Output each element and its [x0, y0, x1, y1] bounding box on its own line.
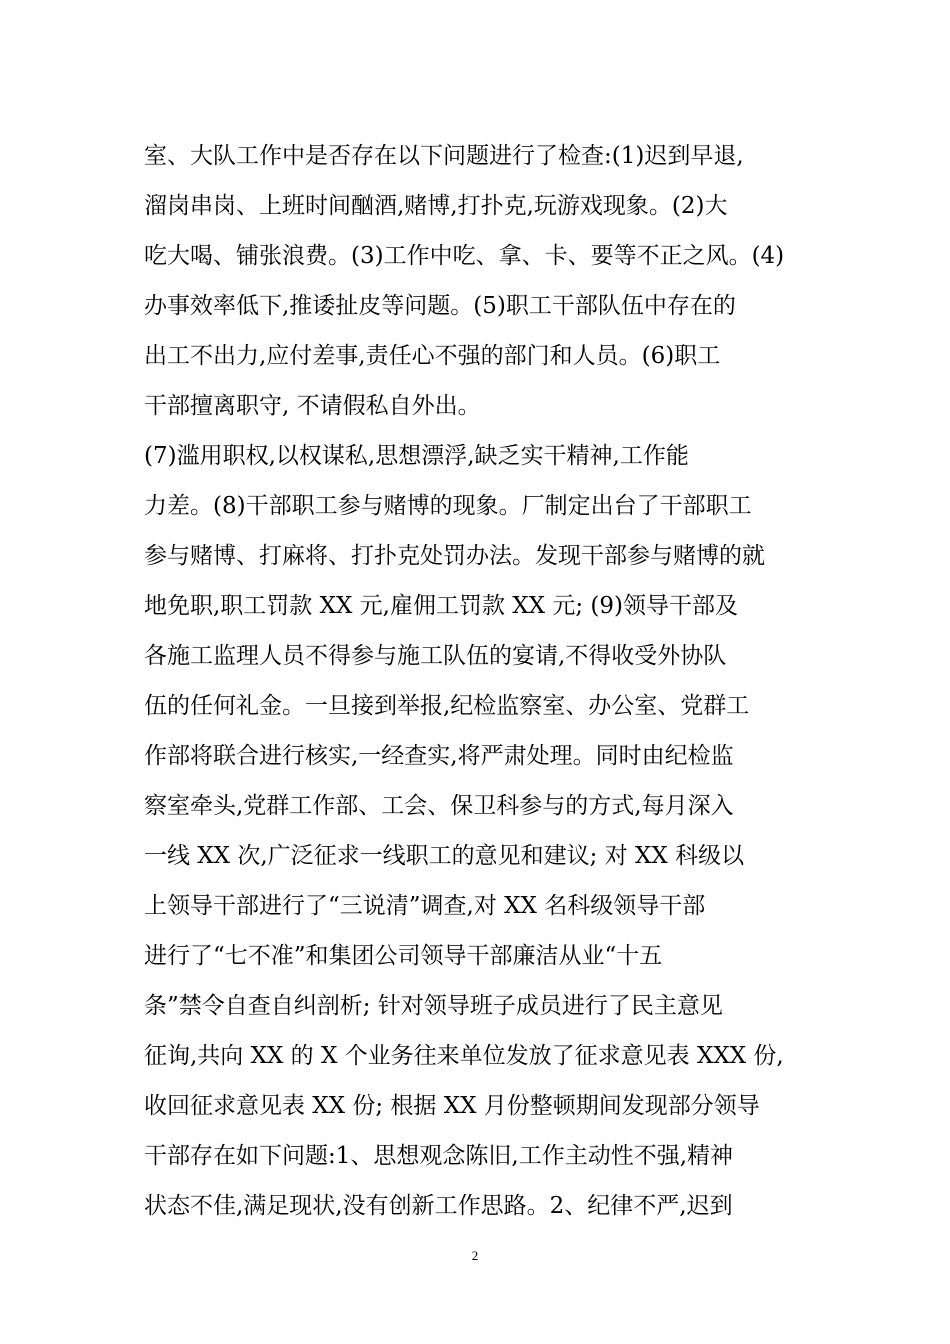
text-line-9: 参与赌博、打麻将、打扑克处罚办法。发现干部参与赌博的就 [144, 543, 765, 569]
paragraph-block-2 [144, 431, 814, 1231]
text-line-3: 吃大喝、铺张浪费。(3)工作中吃、拿、卡、要等不正之风。(4) [144, 243, 785, 269]
text-line-17: 进行了“七不准”和集团公司领导干部廉洁从业“十五 [144, 943, 663, 969]
paragraph-block-1 [144, 131, 814, 431]
text-line-2: 溜岗串岗、上班时间酗酒,赌博,打扑克,玩游戏现象。(2)大 [144, 193, 728, 219]
text-line-14: 察室牵头,党群工作部、工会、保卫科参与的方式,每月深入 [144, 793, 734, 819]
text-line-19: 征询,共向 XX 的 X 个业务往来单位发放了征求意见表 XXX 份, [144, 1043, 784, 1069]
text-line-20: 收回征求意见表 XX 份; 根据 XX 月份整顿期间发现部分领导 [144, 1093, 760, 1119]
text-line-22: 状态不佳,满足现状,没有创新工作思路。2、纪律不严,迟到 [144, 1193, 733, 1219]
text-line-4: 办事效率低下,推诿扯皮等问题。(5)职工干部队伍中存在的 [144, 293, 736, 319]
text-line-5: 出工不出力,应付差事,责任心不强的部门和人员。(6)职工 [144, 343, 721, 369]
text-line-8: 力差。(8)干部职工参与赌博的现象。厂制定出台了干部职工 [144, 493, 752, 519]
page-number: 2 [471, 1248, 479, 1263]
text-line-10: 地免职,职工罚款 XX 元,雇佣工罚款 XX 元; (9)领导干部及 [144, 593, 739, 619]
text-line-12: 伍的任何礼金。一旦接到举报,纪检监察室、办公室、党群工 [144, 693, 750, 719]
text-line-21: 干部存在如下问题:1、思想观念陈旧,工作主动性不强,精神 [144, 1143, 734, 1169]
text-line-11: 各施工监理人员不得参与施工队伍的宴请,不得收受外协队 [144, 643, 727, 669]
text-line-7: (7)滥用职权,以权谋私,思想漂浮,缺乏实干精神,工作能 [144, 443, 689, 469]
text-line-13: 作部将联合进行核实,一经查实,将严肃处理。同时由纪检监 [144, 743, 734, 769]
text-line-6: 干部擅离职守, 不请假私自外出。 [144, 393, 481, 419]
text-line-16: 上领导干部进行了“三说清”调查,对 XX 名科级领导干部 [144, 893, 706, 919]
text-line-15: 一线 XX 次,广泛征求一线职工的意见和建议; 对 XX 科级以 [144, 843, 745, 869]
text-line-18: 条”禁令自查自纠剖析; 针对领导班子成员进行了民主意见 [144, 993, 723, 1019]
text-line-1: 室、大队工作中是否存在以下问题进行了检查:(1)迟到早退, [144, 143, 744, 169]
